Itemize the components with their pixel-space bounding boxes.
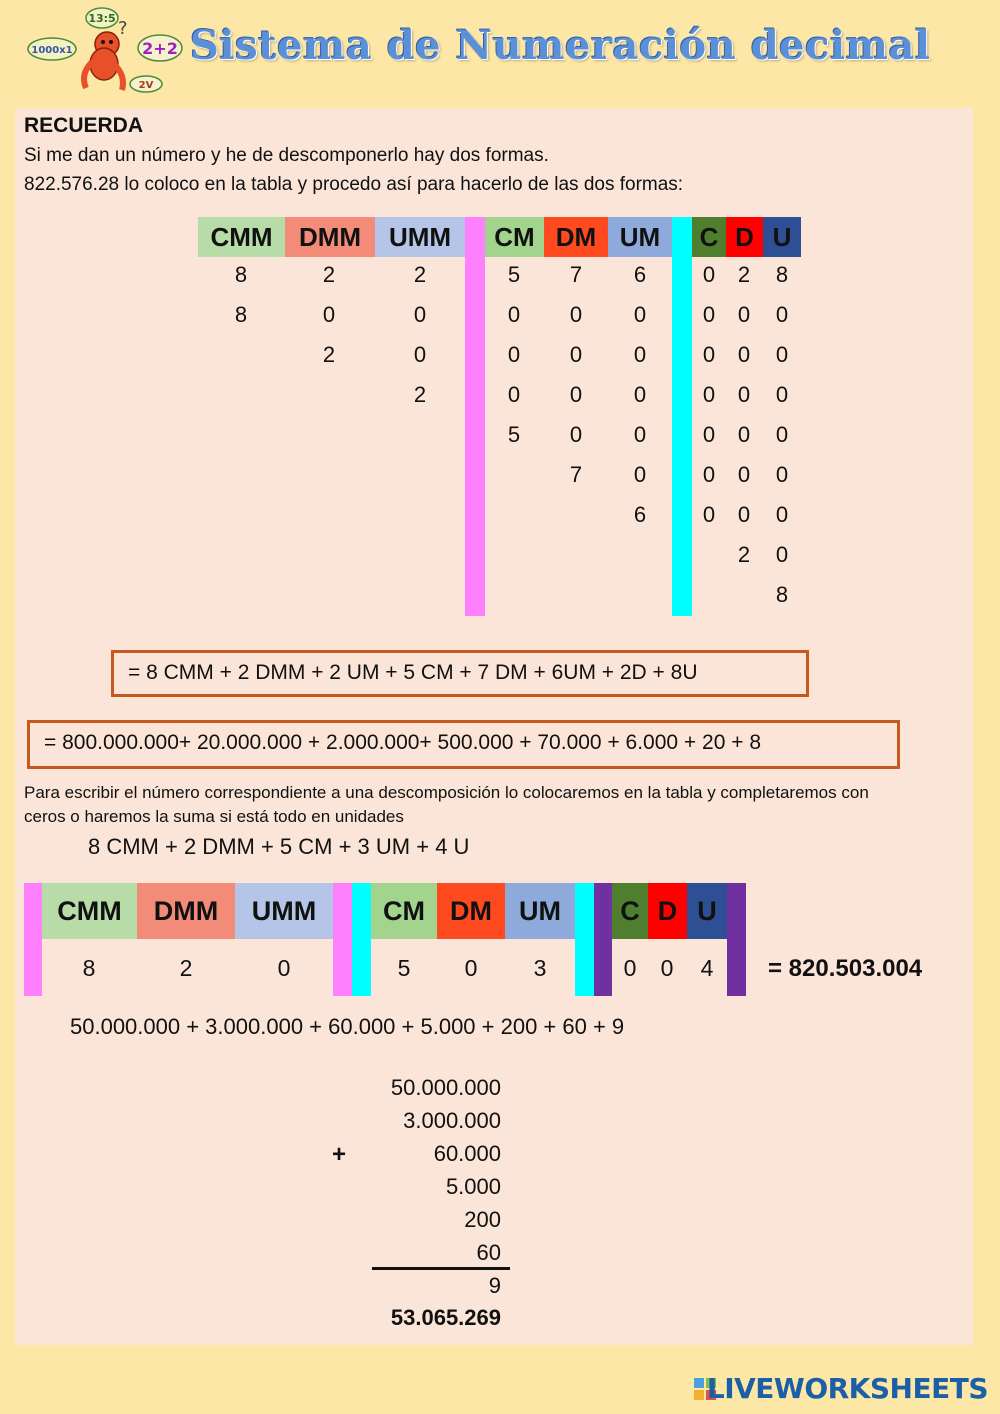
header-um: UM	[608, 217, 672, 257]
intro-line-2: 822.576.28 lo coloco en la tabla y procedo así para hacerlo de las dos formas:	[24, 174, 684, 195]
table1-cell: 6	[633, 502, 647, 527]
table1-cell: 0	[737, 462, 751, 487]
plus-sign: +	[332, 1141, 347, 1168]
table1-cell: 0	[702, 302, 716, 327]
table1-cell: 0	[775, 342, 789, 367]
table2-cell: 0	[464, 955, 478, 981]
table1-cell: 0	[775, 382, 789, 407]
recuerda-heading: RECUERDA	[24, 114, 144, 137]
table1-cell: 2	[413, 262, 427, 287]
table1-cell: 5	[507, 262, 521, 287]
millions-separator-2	[333, 883, 352, 996]
svg-text:1000x1: 1000x1	[31, 45, 73, 56]
brand-logo: LIVEWORKSHEETS	[706, 1372, 988, 1405]
table1-cell: 0	[775, 422, 789, 447]
table1-cell: 0	[633, 302, 647, 327]
table2-cell: 0	[277, 955, 291, 981]
sum-addend: 50.000.000	[390, 1075, 501, 1100]
table1-cell: 2	[322, 342, 336, 367]
table1-cell: 6	[633, 262, 647, 287]
header-d: D	[726, 217, 763, 257]
sum-total: 53.065.269	[390, 1305, 501, 1330]
header2-dm: DM	[437, 883, 505, 939]
table1-cell: 2	[413, 382, 427, 407]
table2-result: = 820.503.004	[768, 955, 923, 982]
sum-addend: 5.000	[445, 1174, 501, 1199]
table1-cell: 0	[322, 302, 336, 327]
table1-cell: 8	[234, 302, 248, 327]
header2-d: D	[648, 883, 687, 939]
table1-cell: 0	[737, 342, 751, 367]
table2-cell: 8	[82, 955, 96, 981]
table1-cell: 0	[775, 502, 789, 527]
header2-um: UM	[505, 883, 575, 939]
decomposition-box-values: = 800.000.000+ 20.000.000 + 2.000.000+ 500.000 + 70.000 + 6.000 + 20 + 8	[27, 720, 900, 769]
table1-cell: 0	[569, 342, 583, 367]
header-u: U	[763, 217, 801, 257]
table1-cell: 0	[633, 342, 647, 367]
table1-cell: 0	[775, 302, 789, 327]
svg-text:?: ?	[118, 18, 128, 39]
sum-addend: 3.000.000	[403, 1108, 501, 1133]
millions-cyan-2	[352, 883, 371, 996]
intro-line-1: Si me dan un número y he de descomponerlo hay dos formas.	[24, 145, 549, 166]
sum-addend: 200	[464, 1207, 501, 1232]
expression-2: 50.000.000 + 3.000.000 + 60.000 + 5.000 + 200 + 60 + 9	[70, 1014, 625, 1039]
table1-cell: 0	[737, 502, 751, 527]
table1-cell: 2	[322, 262, 336, 287]
header-cm: CM	[485, 217, 544, 257]
table1-cell: 7	[569, 262, 583, 287]
expression-1: 8 CMM + 2 DMM + 5 CM + 3 UM + 4 U	[88, 834, 470, 859]
table2-cell: 2	[179, 955, 193, 981]
sum-line	[372, 1267, 510, 1270]
table2-cell: 0	[623, 955, 637, 981]
table1-cell: 0	[702, 342, 716, 367]
table1-cell: 2	[737, 262, 751, 287]
table1-cell: 0	[413, 302, 427, 327]
header2-dmm: DMM	[137, 883, 235, 939]
thousands-separator	[672, 217, 692, 616]
table1-cell: 0	[702, 422, 716, 447]
table1-cell: 0	[569, 302, 583, 327]
header2-c: C	[612, 883, 648, 939]
table1-cell: 7	[569, 462, 583, 487]
left-separator	[24, 883, 42, 996]
table1-cell: 0	[702, 462, 716, 487]
table1-cell: 0	[702, 382, 716, 407]
table2-cell: 0	[660, 955, 674, 981]
svg-text:13:5: 13:5	[88, 12, 116, 25]
table1-cell: 0	[702, 262, 716, 287]
table1-cell: 0	[633, 382, 647, 407]
table1-cell: 0	[507, 342, 521, 367]
table2-cell: 5	[397, 955, 411, 981]
table1-cell: 8	[234, 262, 248, 287]
svg-text:2+2: 2+2	[142, 39, 178, 58]
header2-u: U	[687, 883, 727, 939]
decomposition-box-units: = 8 CMM + 2 DMM + 2 UM + 5 CM + 7 DM + 6UM + 2D + 8U	[111, 650, 809, 697]
table1-cell: 0	[569, 422, 583, 447]
header-umm: UMM	[375, 217, 465, 257]
table1-cell: 0	[413, 342, 427, 367]
table1-cell: 0	[737, 382, 751, 407]
svg-text:2V: 2V	[138, 80, 154, 91]
table1-cell: 0	[737, 422, 751, 447]
table1-cell: 0	[507, 382, 521, 407]
header-cmm: CMM	[198, 217, 285, 257]
sum-addend: 60.000	[433, 1141, 501, 1166]
header2-cmm: CMM	[42, 883, 137, 939]
table2-cell: 4	[700, 955, 714, 981]
page-title: Sistema de Numeración decimal	[190, 22, 931, 69]
table1-cell: 0	[507, 302, 521, 327]
para2-line-2: ceros o haremos la suma si está todo en unidades	[24, 807, 404, 826]
table1-cell: 0	[569, 382, 583, 407]
millions-separator	[465, 217, 485, 616]
sum-addend: 9	[488, 1273, 501, 1298]
header-dm: DM	[544, 217, 608, 257]
header2-umm: UMM	[235, 883, 333, 939]
table1-cell: 2	[737, 542, 751, 567]
sum-addend: 60	[476, 1240, 501, 1265]
header-c: C	[692, 217, 726, 257]
header-dmm: DMM	[285, 217, 375, 257]
para2-line-1: Para escribir el número correspondiente a una descomposición lo colocaremos en la tabla y completaremos con	[24, 783, 869, 802]
thousands-separator-2	[575, 883, 594, 996]
table1-cell: 0	[633, 422, 647, 447]
table1-cell: 0	[702, 502, 716, 527]
table2-cell: 3	[533, 955, 547, 981]
mascot-logo	[22, 4, 187, 96]
table1-cell: 0	[633, 462, 647, 487]
right-separator	[727, 883, 746, 996]
table1-cell: 0	[737, 302, 751, 327]
table1-cell: 8	[775, 262, 789, 287]
header2-cm: CM	[371, 883, 437, 939]
table1-cell: 5	[507, 422, 521, 447]
table1-cell: 8	[775, 582, 789, 607]
table1-cell: 0	[775, 462, 789, 487]
table1-cell: 0	[775, 542, 789, 567]
